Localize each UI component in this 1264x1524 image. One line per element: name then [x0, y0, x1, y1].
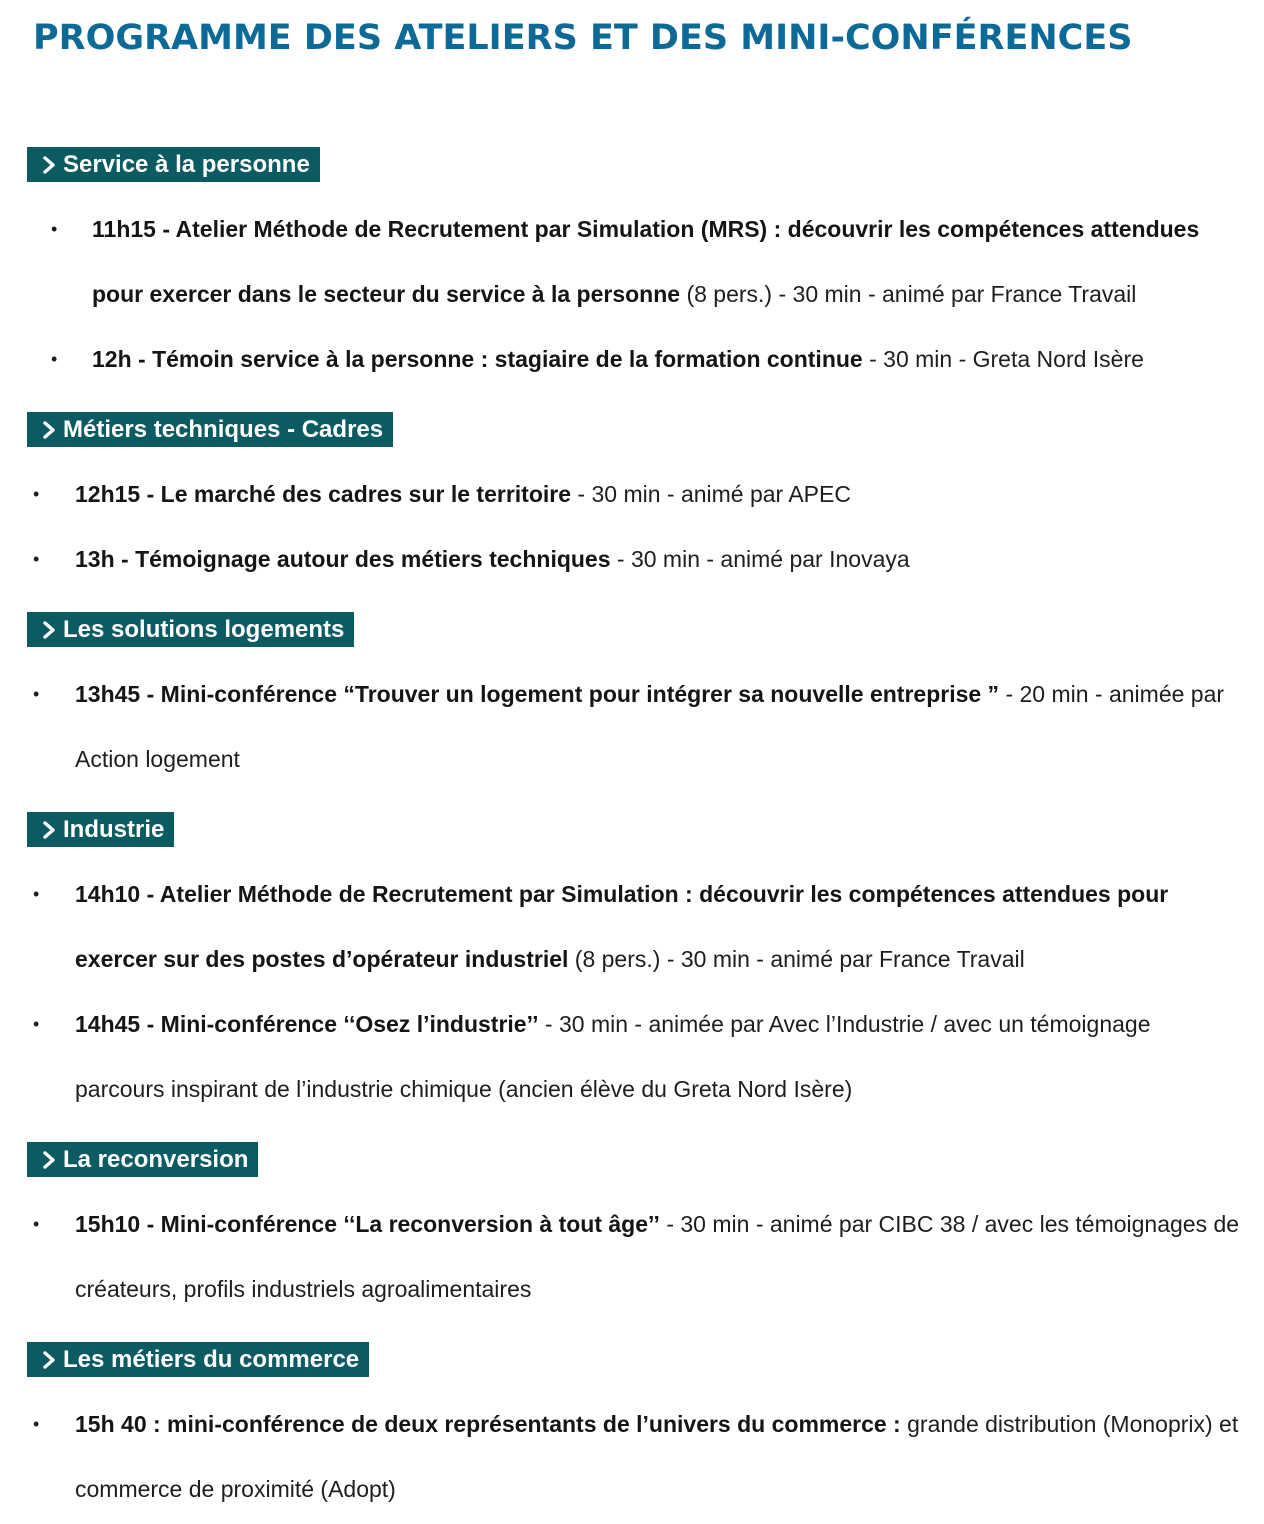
section-heading-label: Métiers techniques - Cadres — [63, 415, 384, 443]
bullet-dot: • — [33, 884, 40, 904]
bullet-dot: • — [33, 1414, 40, 1434]
section-heading — [27, 612, 354, 647]
list-item — [27, 992, 1244, 1122]
item-detail: - 30 min - animé par Inovaya — [610, 546, 910, 572]
section-metiers-commerce — [27, 1342, 1244, 1522]
chevron-right-icon — [39, 1150, 59, 1170]
section-heading-label: Industrie — [63, 815, 165, 843]
item-title: 14h45 - Mini-conférence ‘‘Osez l’industrie’’ — [75, 1011, 539, 1037]
item-title: 12h - Témoin service à la personne : stagiaire de la formation continue — [92, 346, 863, 372]
section-heading — [27, 147, 320, 182]
section-heading — [27, 1142, 258, 1177]
item-detail: - 30 min - animé par APEC — [571, 481, 851, 507]
list-item — [27, 1392, 1244, 1522]
bullet-dot: • — [33, 549, 40, 569]
list-item — [27, 862, 1244, 992]
item-title: 15h 40 : mini-conférence de deux représentants de l’univers du commerce : — [75, 1411, 901, 1437]
bullet-dot: • — [51, 219, 58, 239]
page-title: PROGRAMME DES ATELIERS ET DES MINI-CONFÉRENCES — [33, 18, 1133, 58]
item-detail: - 30 min - animé par CIBC 38 / avec les témoignages de créateurs, profils industriels agroalimentaires — [75, 1211, 1240, 1302]
item-title: 13h45 - Mini-conférence “Trouver un logement pour intégrer sa nouvelle entreprise ” — [75, 681, 1000, 707]
list-item — [27, 462, 1244, 527]
section-heading — [27, 412, 393, 447]
section-industrie — [27, 812, 1244, 1122]
bullet-dot: • — [51, 349, 58, 369]
chevron-right-icon — [39, 155, 59, 175]
item-detail: - 20 min - animée par Action logement — [75, 681, 1225, 772]
item-title: 13h - Témoignage autour des métiers techniques — [75, 546, 611, 572]
section-heading-label: Service à la personne — [63, 150, 310, 178]
section-heading — [27, 812, 174, 847]
section-heading-label: Les solutions logements — [63, 615, 345, 643]
bullet-dot: • — [33, 1214, 40, 1234]
bullet-dot: • — [33, 484, 40, 504]
chevron-right-icon — [39, 620, 59, 640]
list-item — [27, 327, 1244, 392]
list-item — [27, 197, 1244, 327]
bullet-dot: • — [33, 684, 40, 704]
item-detail: - 30 min - animée par Avec l’Industrie / avec un témoignage parcours inspirant de l’industrie chimique (ancien élève du Greta Nord Isère) — [75, 1011, 1151, 1102]
section-service-personne — [27, 147, 1244, 392]
item-title: 11h15 - Atelier Méthode de Recrutement par Simulation (MRS) : découvrir les compétences attendues pour exercer dans le secteur du service à la personne — [92, 216, 1200, 307]
section-heading — [27, 1342, 369, 1377]
list-item — [27, 1192, 1244, 1322]
bullet-dot: • — [33, 1014, 40, 1034]
item-detail: (8 pers.) - 30 min - animé par France Travail — [568, 946, 1025, 972]
section-solutions-logements — [27, 612, 1244, 792]
section-metiers-techniques — [27, 412, 1244, 592]
item-detail: (8 pers.) - 30 min - animé par France Travail — [680, 281, 1137, 307]
section-reconversion — [27, 1142, 1244, 1322]
item-detail: grande distribution (Monoprix) et commerce de proximité (Adopt) — [75, 1411, 1239, 1502]
chevron-right-icon — [39, 1350, 59, 1370]
chevron-right-icon — [39, 820, 59, 840]
item-title: 15h10 - Mini-conférence ‘‘La reconversion à tout âge’’ — [75, 1211, 660, 1237]
section-heading-label: Les métiers du commerce — [63, 1345, 360, 1373]
list-item — [27, 527, 1244, 592]
chevron-right-icon — [39, 420, 59, 440]
item-detail: - 30 min - Greta Nord Isère — [862, 346, 1144, 372]
section-heading-label: La reconversion — [63, 1145, 249, 1173]
list-item — [27, 662, 1244, 792]
item-title: 14h10 - Atelier Méthode de Recrutement par Simulation : découvrir les compétences attendues pour exercer sur des postes d’opérateur industriel — [75, 881, 1169, 972]
item-title: 12h15 - Le marché des cadres sur le territoire — [75, 481, 572, 507]
